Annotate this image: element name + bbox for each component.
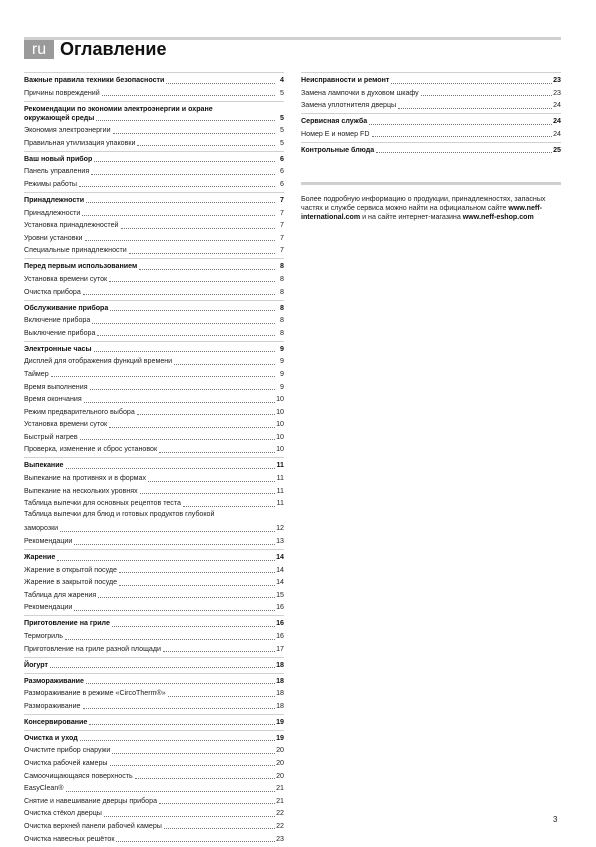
toc-heading-entry[interactable] — [24, 262, 284, 271]
toc-entry-page: 23 — [276, 834, 284, 843]
toc-section — [24, 674, 284, 714]
toc-entry-page: 18 — [276, 689, 284, 698]
toc-entry-title: Время выполнения — [24, 382, 88, 391]
dot-leader — [109, 427, 275, 428]
toc-entry-page: 18 — [276, 701, 284, 710]
toc-entry-page: 20 — [276, 771, 284, 780]
dot-leader — [119, 585, 275, 586]
toc-section — [24, 342, 284, 458]
toc-section — [24, 301, 284, 341]
dot-leader — [376, 152, 552, 153]
dot-leader — [90, 389, 275, 390]
dot-leader — [97, 335, 275, 336]
dot-leader — [174, 364, 275, 365]
toc-entry-title: EasyClean® — [24, 784, 64, 793]
toc-section — [24, 616, 284, 656]
toc-heading-title: Важные правила техники безопасности — [24, 76, 165, 84]
toc-heading-page: 8 — [280, 262, 284, 271]
dot-leader — [80, 439, 275, 440]
dot-leader — [74, 544, 275, 545]
toc-entry[interactable] — [24, 442, 284, 455]
toc-entry-title: Рекомендации — [24, 537, 73, 546]
toc-entry-page: 15 — [276, 590, 284, 599]
dot-leader — [112, 626, 275, 627]
toc-entry[interactable] — [24, 483, 284, 496]
toc-entry-title: Включение прибора — [24, 316, 91, 325]
toc-entry-page: 5 — [280, 138, 284, 147]
toc-entry-page: 7 — [280, 233, 284, 242]
toc-entry-page: 24 — [553, 101, 561, 110]
toc-entry-title: Замена лампочки в духовом шкафу — [301, 88, 419, 97]
toc-section — [24, 102, 284, 151]
dot-leader — [86, 683, 275, 684]
dot-leader — [84, 402, 275, 403]
toc-entry[interactable] — [24, 176, 284, 189]
toc-entry[interactable] — [24, 628, 284, 641]
toc-section — [301, 114, 561, 142]
toc-entry-page: 7 — [280, 221, 284, 230]
toc-right-column — [301, 72, 561, 158]
dot-leader — [391, 83, 552, 84]
toc-entry[interactable] — [24, 470, 284, 483]
toc-heading-entry[interactable] — [24, 304, 284, 313]
toc-entry-page: 8 — [280, 274, 284, 283]
info-link-site[interactable]: www.neff-international.com — [301, 204, 543, 221]
toc-entry-page: 20 — [276, 758, 284, 767]
toc-entry-title: Очистите прибор снаружи — [24, 746, 111, 755]
toc-entry-title: Правильная утилизация упаковки — [24, 138, 136, 147]
toc-entry[interactable] — [24, 354, 284, 367]
toc-entry-title: Очистка навесных решёток — [24, 834, 115, 843]
toc-entry-title: Быстрый нагрев — [24, 432, 78, 441]
toc-entry-title: Выключение прибора — [24, 328, 96, 337]
toc-entry[interactable] — [24, 284, 284, 297]
toc-entry[interactable] — [24, 698, 284, 711]
dot-leader — [65, 639, 275, 640]
toc-entry-page: 10 — [276, 420, 284, 429]
toc-entry-page: 11 — [276, 499, 284, 508]
toc-entry[interactable] — [24, 379, 284, 392]
toc-section — [24, 73, 284, 101]
toc-section — [24, 193, 284, 258]
dot-leader — [137, 145, 275, 146]
toc-entry[interactable] — [24, 366, 284, 379]
dot-leader — [421, 95, 552, 96]
toc-heading-entry[interactable] — [24, 677, 284, 686]
toc-heading-page: 14 — [276, 553, 284, 562]
toc-section — [24, 658, 284, 673]
toc-entry[interactable] — [24, 164, 284, 177]
toc-entry-page: 11 — [276, 486, 284, 495]
toc-entry-page: 6 — [280, 167, 284, 176]
info-text-middle: и на сайте интернет-магазина — [360, 213, 463, 221]
toc-heading-entry[interactable] — [301, 76, 561, 85]
toc-heading-title: Ваш новый прибор — [24, 154, 93, 163]
toc-entry-page: 7 — [280, 246, 284, 255]
toc-heading-title-line2: окружающей среды — [24, 113, 95, 122]
dot-leader — [50, 667, 275, 668]
dot-leader — [163, 651, 275, 652]
toc-entry-page: 24 — [553, 129, 561, 138]
toc-entry-title: Специальные принадлежности — [24, 246, 127, 255]
toc-heading-page: 7 — [280, 195, 284, 204]
toc-entry[interactable] — [24, 392, 284, 405]
toc-entry-title: Очистка прибора — [24, 287, 81, 296]
toc-entry-title: Таблица выпечки для основных рецептов теста — [24, 499, 181, 508]
toc-heading-title: Перед первым использованием — [24, 262, 138, 271]
toc-heading-title: Выпекание — [24, 461, 64, 470]
toc-entry-title: Очистка рабочей камеры — [24, 758, 108, 767]
dot-leader — [92, 323, 275, 324]
toc-entry-page: 16 — [276, 632, 284, 640]
toc-entry-title: Время окончания — [24, 395, 82, 404]
info-paragraph — [301, 195, 563, 222]
toc-entry-title: Установка принадлежностей — [24, 221, 119, 230]
toc-entry-page: 22 — [276, 821, 284, 830]
toc-heading-page: 16 — [276, 619, 284, 628]
dot-leader — [183, 506, 275, 507]
dot-leader — [372, 136, 553, 137]
toc-entry-title: Установка времени суток — [24, 420, 108, 429]
toc-entry[interactable] — [24, 806, 284, 819]
dot-leader — [398, 108, 552, 109]
dot-leader — [139, 269, 275, 270]
toc-entry[interactable] — [24, 123, 284, 136]
toc-heading-page: 24 — [553, 117, 561, 126]
toc-heading-page: 9 — [280, 344, 284, 353]
info-rule — [301, 182, 561, 185]
info-text-before: Более подробную информацию о продукции, принадлежностях, запасных частях и службе сервиса можно найти на официальном сайте — [301, 195, 546, 212]
toc-heading-entry[interactable] — [24, 661, 284, 670]
toc-heading-title: Йогурт — [24, 660, 48, 669]
dot-leader — [109, 281, 275, 282]
toc-section — [24, 550, 284, 615]
dot-leader — [86, 202, 275, 203]
toc-entry-page: 6 — [280, 179, 284, 188]
toc-entry-page: 12 — [276, 524, 284, 533]
toc-entry-title: Экономия электроэнергии — [24, 126, 111, 135]
toc-entry-page: 5 — [280, 126, 284, 135]
dot-leader — [51, 376, 275, 377]
dot-leader — [85, 240, 275, 241]
dot-leader — [129, 253, 275, 254]
toc-entry-page: 8 — [280, 316, 284, 325]
toc-heading-title: Неисправности и ремонт — [301, 76, 390, 84]
toc-heading-title: Размораживание — [24, 676, 84, 685]
toc-heading-entry[interactable] — [24, 76, 284, 85]
toc-section — [301, 143, 561, 158]
toc-heading-title: Очистка и уход — [24, 733, 78, 742]
toc-heading-page: 19 — [276, 717, 284, 726]
toc-heading-entry[interactable] — [301, 117, 561, 126]
toc-heading-entry[interactable] — [24, 345, 284, 354]
toc-heading-title: Приготовление на гриле — [24, 619, 110, 628]
toc-entry-page: 22 — [276, 809, 284, 818]
toc-entry-title: Очистка стёкол дверцы — [24, 809, 102, 818]
dot-leader — [119, 572, 275, 573]
dot-leader — [168, 696, 275, 697]
toc-entry-page: 8 — [280, 328, 284, 337]
dot-leader — [140, 493, 275, 494]
toc-entry-title: Выпекание на противнях и в формах — [24, 474, 147, 483]
toc-section — [24, 152, 284, 192]
toc-entry-page: 13 — [276, 537, 284, 546]
toc-entry[interactable] — [24, 230, 284, 243]
toc-entry-page: 8 — [280, 287, 284, 296]
dot-leader — [164, 828, 275, 829]
dot-leader — [66, 791, 275, 792]
toc-heading-entry[interactable] — [24, 155, 284, 164]
dot-leader — [94, 351, 275, 352]
info-link-shop[interactable]: www.neff-eshop.com — [462, 213, 534, 221]
toc-entry-title: Таймер — [24, 369, 49, 378]
toc-entry[interactable] — [24, 325, 284, 338]
dot-leader — [121, 228, 276, 229]
toc-entry-title-line2: заморозки — [24, 524, 59, 533]
toc-entry-page: 7 — [280, 208, 284, 217]
toc-entry-title: Выпекание на нескольких уровнях — [24, 486, 138, 495]
toc-entry-page: 10 — [276, 407, 284, 416]
dot-leader — [159, 803, 275, 804]
toc-entry[interactable] — [24, 243, 284, 256]
dot-leader — [104, 816, 275, 817]
toc-entry-page: 14 — [276, 578, 284, 587]
toc-entry-title: Принадлежности — [24, 208, 81, 217]
toc-entry-title: Режим предварительного выбора — [24, 407, 135, 416]
toc-heading-title: Электронные часы — [24, 344, 92, 353]
toc-entry[interactable] — [301, 126, 561, 139]
toc-entry[interactable] — [24, 818, 284, 831]
dot-leader — [57, 560, 275, 561]
toc-entry-page: 20 — [276, 746, 284, 755]
toc-entry-page: 17 — [276, 644, 284, 653]
toc-entry[interactable] — [24, 417, 284, 430]
dot-leader — [102, 95, 275, 96]
toc-entry[interactable] — [24, 205, 284, 218]
toc-entry-title: Дисплей для отображения функций времени — [24, 357, 173, 366]
dot-leader — [94, 161, 275, 162]
toc-entry-page: 5 — [280, 88, 284, 97]
toc-left-column — [24, 72, 284, 847]
toc-entry-page: 10 — [276, 432, 284, 441]
toc-entry-page: 14 — [276, 565, 284, 574]
dot-leader — [83, 294, 275, 295]
page-title: Оглавление — [60, 39, 167, 59]
toc-entry-title: Замена уплотнителя дверцы — [301, 101, 397, 110]
toc-section — [24, 259, 284, 299]
toc-entry-page: 9 — [280, 382, 284, 391]
toc-entry[interactable] — [301, 85, 561, 98]
toc-entry[interactable] — [24, 562, 284, 575]
toc-entry-title: Жарение в закрытой посуде — [24, 578, 118, 587]
toc-heading-page: 4 — [280, 76, 284, 84]
toc-heading-title: Сервисная служба — [301, 117, 368, 126]
toc-entry-title: Номер E и номер FD — [301, 129, 370, 138]
toc-heading-title: Обслуживание прибора — [24, 303, 109, 312]
toc-heading-page: 23 — [553, 76, 561, 84]
toc-heading-page: 18 — [276, 660, 284, 669]
dot-leader — [74, 610, 275, 611]
toc-entry[interactable] — [24, 135, 284, 148]
dot-leader — [113, 133, 275, 134]
dot-leader — [166, 83, 275, 84]
toc-section — [301, 73, 561, 113]
toc-entry-title: Режимы работы — [24, 179, 78, 188]
dot-leader — [91, 174, 275, 175]
toc-entry-title: Проверка, изменение и сброс установок — [24, 445, 158, 454]
toc-heading-page: 6 — [280, 154, 284, 163]
toc-heading-page: 5 — [280, 113, 284, 122]
toc-entry-page: 10 — [276, 445, 284, 454]
toc-entry[interactable] — [24, 600, 284, 613]
dot-leader — [83, 708, 276, 709]
toc-heading-title: Жарение — [24, 553, 56, 562]
toc-entry-page: 9 — [280, 357, 284, 366]
toc-entry[interactable] — [24, 587, 284, 600]
toc-heading-title: Принадлежности — [24, 195, 85, 204]
dot-leader — [110, 310, 275, 311]
toc-entry[interactable] — [24, 686, 284, 699]
toc-entry[interactable] — [24, 313, 284, 326]
dot-leader — [369, 124, 552, 125]
toc-heading-entry[interactable] — [24, 196, 284, 205]
toc-entry[interactable] — [24, 508, 284, 533]
dot-leader — [159, 452, 275, 453]
toc-entry[interactable] — [24, 218, 284, 231]
toc-entry-title: Панель управления — [24, 167, 90, 176]
toc-entry-title: Снятие и навешивание дверцы прибора — [24, 796, 158, 805]
toc-entry-title: Установка времени суток — [24, 274, 108, 283]
dot-leader — [66, 468, 276, 469]
dot-leader — [148, 481, 275, 482]
dot-leader — [82, 215, 275, 216]
toc-section — [24, 458, 284, 549]
toc-heading-entry[interactable] — [24, 734, 284, 743]
toc-entry-page: 10 — [276, 395, 284, 404]
dot-leader — [80, 740, 275, 741]
dot-leader — [89, 724, 275, 725]
toc-entry[interactable] — [24, 271, 284, 284]
toc-entry-title-line1: Таблица выпечки для блюд и готовых продуктов глубокой — [24, 510, 215, 519]
toc-heading-page: 18 — [276, 676, 284, 685]
toc-entry[interactable] — [24, 533, 284, 546]
toc-heading-line2 — [24, 114, 284, 123]
toc-heading-title: Консервирование — [24, 717, 88, 726]
toc-section — [24, 731, 284, 847]
toc-heading-title-line1: Рекомендации по экономии электроэнергии и охране — [24, 104, 213, 113]
toc-entry-title: Рекомендации — [24, 603, 73, 612]
toc-entry[interactable] — [24, 768, 284, 781]
toc-entry[interactable] — [24, 404, 284, 417]
toc-entry-title: Самоочищающаяся поверхность — [24, 771, 133, 780]
toc-entry[interactable] — [24, 743, 284, 756]
dot-leader — [135, 778, 275, 779]
toc-heading-entry[interactable] — [24, 553, 284, 562]
dot-leader — [79, 186, 275, 187]
toc-heading-entry[interactable] — [24, 105, 284, 123]
toc-entry[interactable] — [24, 755, 284, 768]
page-number: 3 — [553, 815, 558, 824]
toc-heading-entry[interactable] — [301, 146, 561, 155]
toc-entry-page: 21 — [276, 796, 284, 805]
toc-entry[interactable] — [24, 641, 284, 654]
toc-heading-entry[interactable] — [24, 619, 284, 628]
toc-entry[interactable] — [24, 85, 284, 98]
toc-heading-page: 11 — [276, 461, 284, 470]
toc-entry[interactable] — [24, 781, 284, 794]
language-badge: ru — [24, 40, 54, 59]
dot-leader — [112, 753, 275, 754]
dot-leader — [98, 597, 275, 598]
toc-entry-page: 11 — [276, 474, 284, 483]
toc-entry[interactable] — [24, 496, 284, 509]
toc-entry-title: Причины повреждений — [24, 88, 100, 97]
toc-entry[interactable] — [24, 429, 284, 442]
toc-heading-entry[interactable] — [24, 718, 284, 727]
toc-entry[interactable] — [301, 98, 561, 111]
toc-entry[interactable] — [24, 793, 284, 806]
dot-leader — [96, 120, 275, 121]
toc-entry-line2 — [24, 521, 284, 534]
toc-heading-page: 19 — [276, 733, 284, 742]
toc-entry-title: Очистка верхней панели рабочей камеры — [24, 821, 162, 830]
toc-entry-title: Таблица для жарения — [24, 590, 97, 599]
dot-leader — [60, 531, 275, 532]
toc-entry-title: Жарение в открытой посуде — [24, 565, 117, 574]
toc-entry[interactable] — [24, 575, 284, 588]
dot-leader — [137, 414, 275, 415]
toc-heading-entry[interactable] — [24, 461, 284, 470]
toc-heading-title: Контрольные блюда — [301, 145, 375, 154]
toc-heading-page: 8 — [280, 303, 284, 312]
toc-entry-title: Размораживание в режиме «CircoTherm®» — [24, 689, 166, 698]
toc-heading-page: 25 — [553, 145, 561, 154]
toc-entry-title: Приготовление на гриле разной площади — [24, 644, 161, 653]
dot-leader — [110, 765, 275, 766]
toc-entry-page: 9 — [280, 369, 284, 378]
toc-entry-title: Термогриль — [24, 632, 63, 640]
toc-entry-title: Размораживание — [24, 701, 81, 710]
toc-entry-page: 23 — [553, 88, 561, 97]
toc-entry-page: 21 — [276, 784, 284, 793]
toc-entry-title: Уровни установки — [24, 233, 83, 242]
toc-entry-page: 16 — [276, 603, 284, 612]
toc-section — [24, 715, 284, 730]
